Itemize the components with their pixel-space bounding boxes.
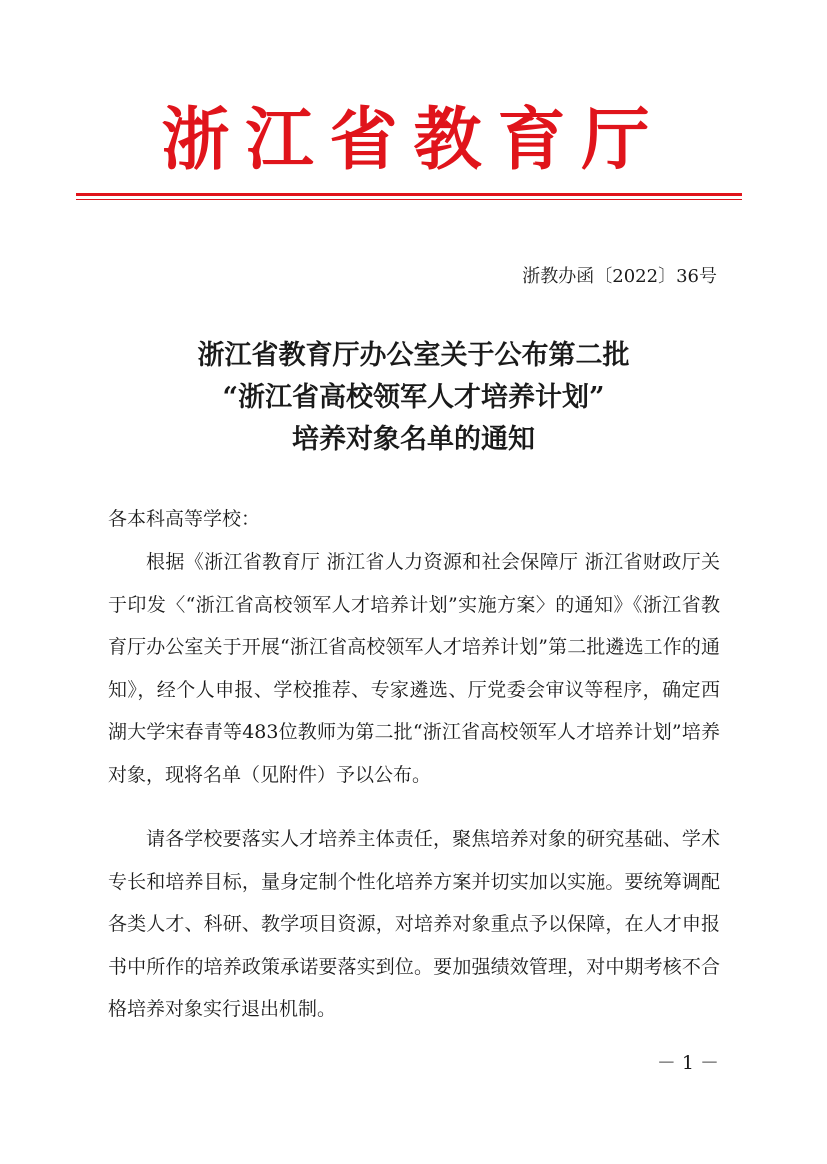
title-line-3: 培养对象名单的通知 [292, 424, 535, 455]
document-number: 浙教办函〔2022〕36号 [522, 266, 717, 287]
masthead: 浙江省教育厅 [161, 101, 666, 180]
page-number: － 1 － [656, 1052, 719, 1074]
body-paragraph-2: 请各学校要落实人才培养主体责任，聚焦培养对象的研究基础、学术专长和培养目标，量身定制个性化培养方案并切实加以实施。要统筹调配各类人才、科研、教学项目资源，对培养对象重点予以保障，在人才申报书中所作的培养政策承诺要落实到位。要加强绩效管理，对中期考核不合格培养对象实行退出机制。 [108, 828, 720, 1020]
body-paragraph-1: 根据《浙江省教育厅 浙江省人力资源和社会保障厅 浙江省财政厅关于印发〈“浙江省高校领军人才培养计划”实施方案〉的通知》《浙江省教育厅办公室关于开展“浙江省高校领军人才培养计划”第二批遴选工作的通知》，经个人申报、学校推荐、专家遴选、厅党委会审议等程序，确定西湖大学宋春青等483位教师为第二批“浙江省高校领军人才培养计划”培养对象，现将名单（见附件）予以公布。 [108, 551, 720, 786]
masthead-rule-thick [76, 193, 742, 196]
masthead-rule-thin [76, 199, 742, 200]
title-line-1: 浙江省教育厅办公室关于公布第二批 [197, 340, 630, 371]
salutation: 各本科高等学校： [108, 508, 261, 530]
title-line-2: “浙江省高校领军人才培养计划” [222, 382, 605, 413]
document-title [0, 335, 827, 461]
